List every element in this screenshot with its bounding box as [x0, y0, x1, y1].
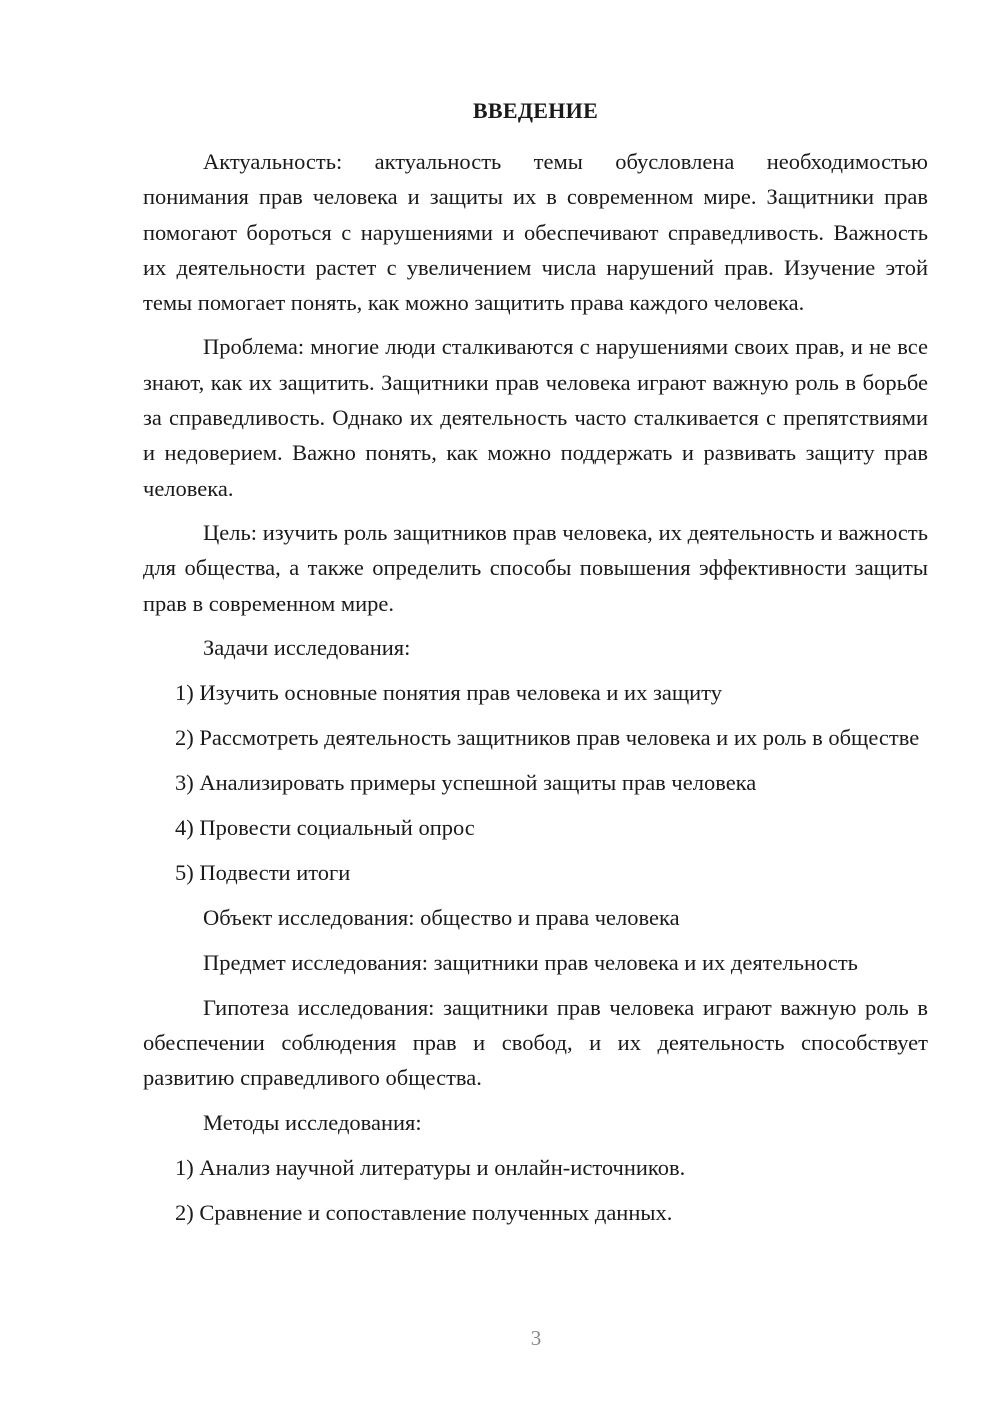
task-item-4: 4) Провести социальный опрос: [175, 814, 475, 840]
section-title: ВВЕДЕНИЕ: [472, 98, 599, 123]
task-item-1: 1) Изучить основные понятия прав человека и их защиту: [175, 679, 722, 705]
task-item-5: 5) Подвести итоги: [175, 859, 351, 885]
goal-paragraph: Цель: изучить роль защитников прав человека, их деятельность и важность для общества, а также определить способы повышения эффективности защиты прав в современном мире.: [143, 519, 928, 616]
page-number: 3: [530, 1326, 542, 1350]
task-item-2: 2) Рассмотреть деятельность защитников прав человека и их роль в обществе: [175, 724, 920, 750]
methods-heading: Методы исследования:: [203, 1109, 422, 1135]
problem-paragraph: Проблема: многие люди сталкиваются с нарушениями своих прав, и не все знают, как их защитить. Защитники прав человека играют важную роль в борьбе за справедливость. Однако их деятельность часто сталкивается с препятствиями и недоверием. Важно понять, как можно поддержать и развивать защиту прав человека.: [143, 334, 928, 501]
research-object: Объект исследования: общество и права человека: [203, 904, 680, 930]
research-subject: Предмет исследования: защитники прав человека и их деятельность: [203, 949, 858, 975]
tasks-heading: Задачи исследования:: [203, 634, 411, 660]
document-page: [143, 96, 928, 1240]
task-item-3: 3) Анализировать примеры успешной защиты прав человека: [175, 769, 757, 795]
hypothesis-paragraph: Гипотеза исследования: защитники прав человека играют важную роль в обеспечении соблюдения прав и свобод, и их деятельность способствует развитию справедливого общества.: [143, 994, 928, 1091]
method-item-2: 2) Сравнение и сопоставление полученных данных.: [175, 1199, 673, 1225]
method-item-1: 1) Анализ научной литературы и онлайн-источников.: [175, 1154, 686, 1180]
relevance-paragraph: Актуальность: актуальность темы обусловлена необходимостью понимания прав человека и защиты их в современном мире. Защитники прав помогают бороться с нарушениями и обеспечивают справедливость. Важность их деятельности растет с увеличением числа нарушений прав. Изучение этой темы помогает понять, как можно защитить права каждого человека.: [143, 149, 928, 316]
